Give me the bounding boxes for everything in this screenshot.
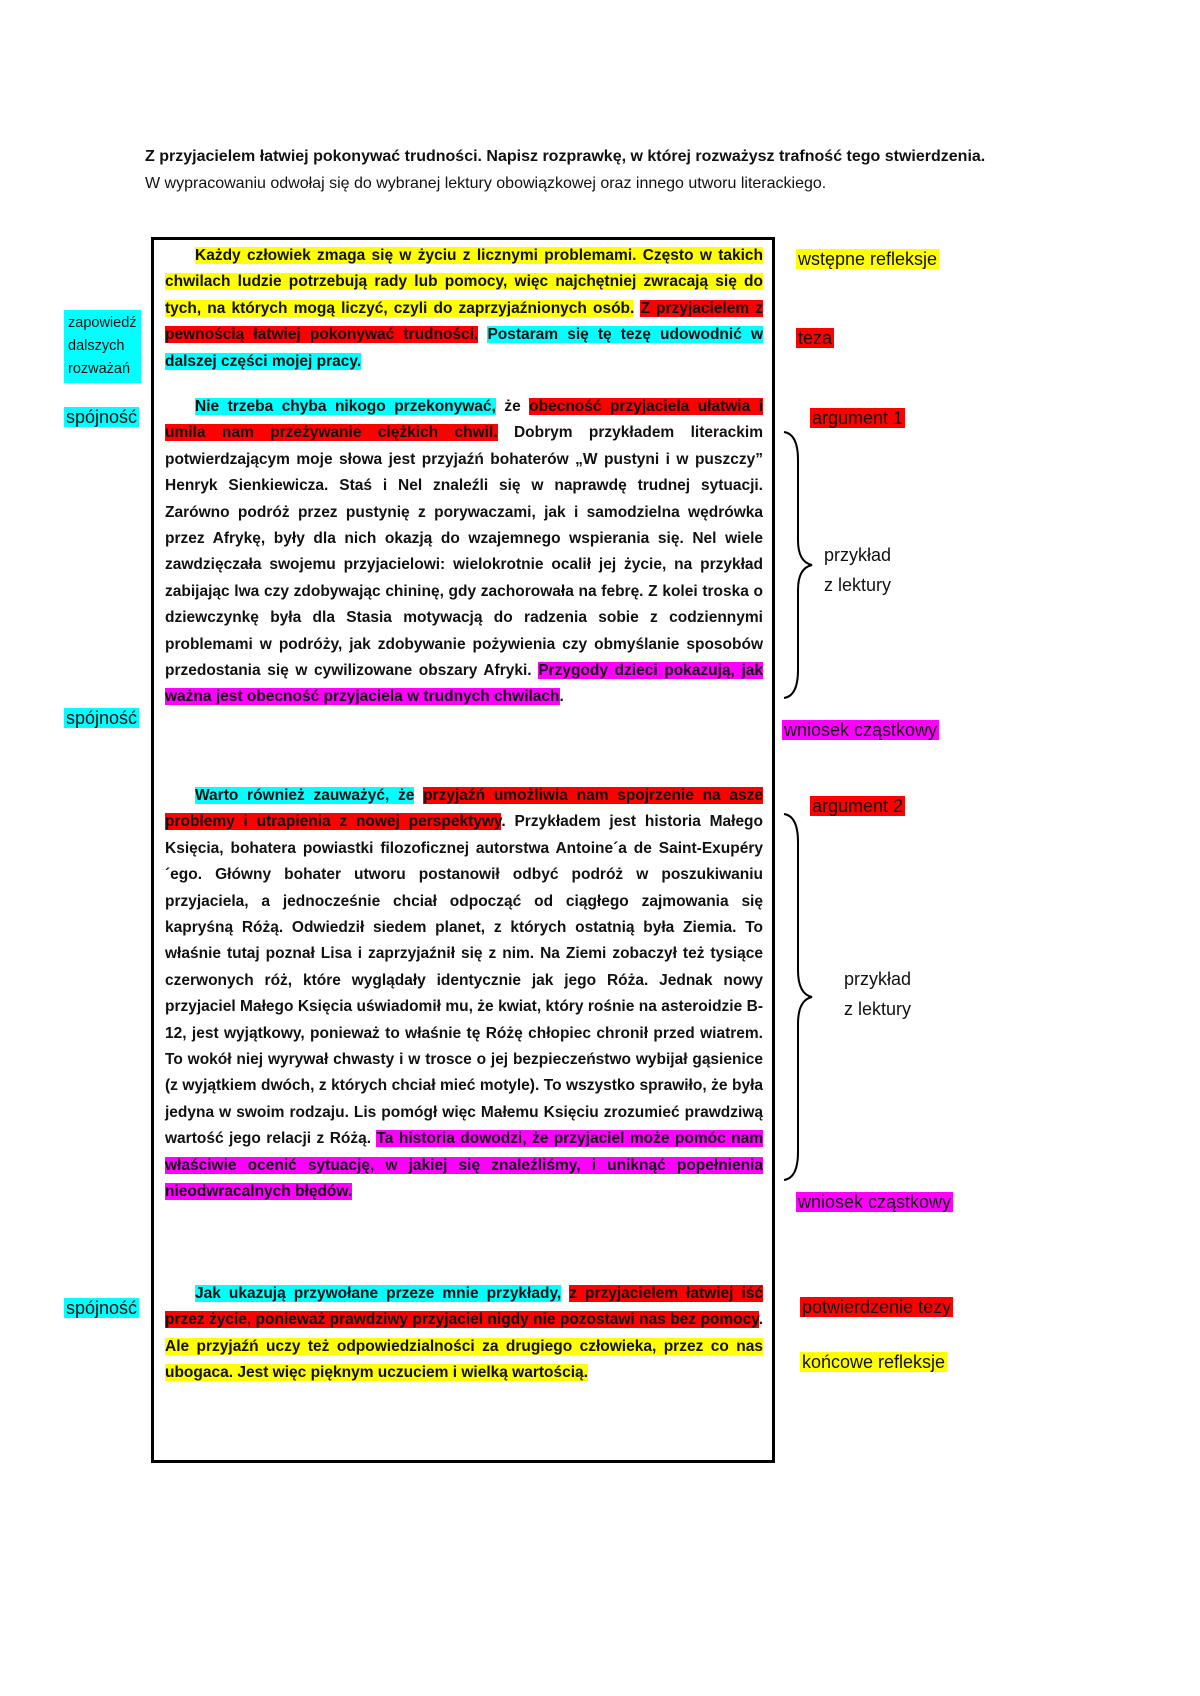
note-label: spójność	[66, 708, 138, 728]
note-example-2	[844, 964, 911, 1024]
note-line: z lektury	[824, 575, 892, 595]
note-line: przykład	[824, 545, 892, 565]
note-final-reflections	[800, 1350, 947, 1374]
intro-reflections: Każdy człowiek zmaga się w życiu z licznymi problemami. Często w takich chwilach ludzie potrzebują rady lub pomocy, więc najchętniej zwracają się do tych, na których mogą liczyć, czyli do zaprzyjaźnionych osób.	[165, 247, 763, 317]
note-label: spójność	[66, 407, 138, 427]
note-thesis-confirmation	[800, 1295, 953, 1319]
cohesion-phrase-2: Warto również zauważyć, że	[195, 787, 415, 804]
partial-conclusion-2: Ta historia dowodzi, że przyjaciel może pomóc nam właściwie ocenić sytuację, w jakiej się znaleźliśmy, i uniknąć popełnienia nieodwracalnych błędów.	[165, 1130, 763, 1201]
essay-text	[165, 243, 764, 1382]
brace-example-2	[780, 812, 820, 1182]
argument-2-text: przyjaźń umożliwia nam spojrzenie na asze problemy i utrapienia z nowej perspektywy	[165, 787, 763, 831]
note-label: wstępne refleksje	[798, 249, 938, 269]
note-argument-1	[810, 406, 905, 430]
note-cohesion-1	[64, 405, 139, 429]
argument-1-text: obecność przyjaciela ułatwia i umila nam przeżywanie ciężkich chwil.	[165, 398, 764, 442]
note-line: dalszych	[68, 338, 125, 354]
note-intro-reflections	[796, 247, 939, 271]
note-announcement	[64, 310, 141, 383]
text-segment	[414, 787, 423, 804]
note-label: teza	[798, 328, 833, 348]
note-line: zapowiedź	[68, 315, 137, 331]
paragraph-argument-1	[165, 394, 763, 711]
note-line: przykład	[844, 969, 912, 989]
example-1-text: Dobrym przykładem literackim potwierdzającym moje słowa jest przyjaźń bohaterów „W pustyni i w puszczy” Henryk Sienkiewicza. Staś i Nel znaleźli się w naprawdę trudnej sytuacji. Zarówno podróż przez pustynię z porywaczami, jak i samodzielna wędrówka przez Afrykę, były dla nich okazją do wzajemnego wspierania się. Nel wiele zawdzięczała swojemu przyjacielowi: wielokrotnie ocalił jej życie, na przykład zabijając lwa czy zdobywając chininę, gdy zachorowała na febrę. Z kolei troska o dziewczynkę była dla Stasia motywacją do radzenia sobie z codziennymi problemami w podróży, jak zdobywanie pożywienia czy obmyślanie sposobów przedostania się w cywilizowane obszary Afryki.	[165, 424, 763, 680]
note-label: potwierdzenie tezy	[802, 1297, 952, 1317]
note-cohesion-2	[64, 706, 139, 730]
paragraph-introduction	[165, 243, 763, 375]
note-label: końcowe refleksje	[802, 1352, 946, 1372]
note-example-1	[824, 540, 891, 600]
text-segment: że	[495, 398, 530, 415]
final-reflections: Ale przyjaźń uczy też odpowiedzialności za drugiego człowieka, przez co nas ubogaca. Jest więc pięknym uczuciem i wielką wartością.	[165, 1337, 763, 1382]
note-line: z lektury	[844, 999, 912, 1019]
text-segment: .	[758, 1311, 763, 1329]
note-thesis	[796, 326, 834, 350]
note-label: argument 1	[812, 408, 904, 428]
thesis-statement: Z przyjacielem z pewnością łatwiej pokonywać trudności.	[165, 299, 763, 344]
thesis-confirmation: z przyjacielem łatwiej iść przez życie, ponieważ prawdziwy przyjaciel nigdy nie pozostawi nas bez pomocy	[165, 1285, 763, 1329]
note-argument-2	[810, 794, 905, 818]
note-label: argument 2	[812, 796, 904, 816]
partial-conclusion-1: Przygody dzieci pokazują, jak ważna jest obecność przyjaciela w trudnych chwilach	[165, 662, 763, 706]
note-cohesion-3	[64, 1296, 139, 1320]
note-line: rozważań	[68, 361, 131, 377]
prompt-line-2: W wypracowaniu odwołaj się do wybranej lektury obowiązkowej oraz innego utworu literackiego.	[145, 175, 827, 192]
prompt-line-1: Z przyjacielem łatwiej pokonywać trudności. Napisz rozprawkę, w której rozważysz trafność tego stwierdzenia.	[145, 148, 986, 165]
note-label: wniosek cząstkowy	[798, 1192, 952, 1212]
paragraph-conclusion	[165, 1281, 763, 1387]
cohesion-phrase-3: Jak ukazują przywołane przeze mnie przykłady,	[195, 1285, 562, 1302]
example-2-text: . Przykładem jest historia Małego Księcia, bohatera powiastki filozoficznej autorstwa Antoine´a de Saint-Exupéry´ego. Główny bohater utworu postanowił odbyć podróż w poszukiwaniu przyjaciela, a jednocześnie chciał odpocząć od ciągłego zajmowania się kapryśną Różą. Odwiedził siedem planet, z których ostatnią była Ziemia. To właśnie tutaj poznał Lisa i zaprzyjaźnił się z nim. Na Ziemi zobaczył też tysiące czerwonych róż, które wyglądały identycznie jak jego Róża. Jednak nowy przyjaciel Małego Księcia uświadomił mu, że kwiat, który rośnie na asteroidzie B- 12, jest wyjątkowy, ponieważ to właśnie tę Różę chłopiec chronił przed wiatrem. To wokół niej wyrywał chwasty i w trosce o jej bezpieczeństwo wybijał gąsienice (z wyjątkiem dwóch, z których chciał mieć motyle). To wszystko sprawiło, że była jedyna w swoim rodzaju. Lis pomógł więc Małemu Księciu zrozumieć prawdziwą wartość jego relacji z Różą.	[165, 813, 763, 1148]
assignment-prompt	[145, 143, 1105, 197]
announcement: Postaram się tę tezę udowodnić w dalszej części mojej pracy.	[165, 326, 763, 370]
note-label: wniosek cząstkowy	[784, 720, 938, 740]
cohesion-phrase-1: Nie trzeba chyba nikogo przekonywać,	[195, 398, 496, 415]
note-partial-conclusion-2	[796, 1190, 953, 1214]
paragraph-argument-2	[165, 783, 763, 1206]
note-label: spójność	[66, 1298, 138, 1318]
note-partial-conclusion-1	[782, 718, 939, 742]
text-segment: .	[559, 688, 564, 706]
brace-example-1	[780, 430, 820, 700]
